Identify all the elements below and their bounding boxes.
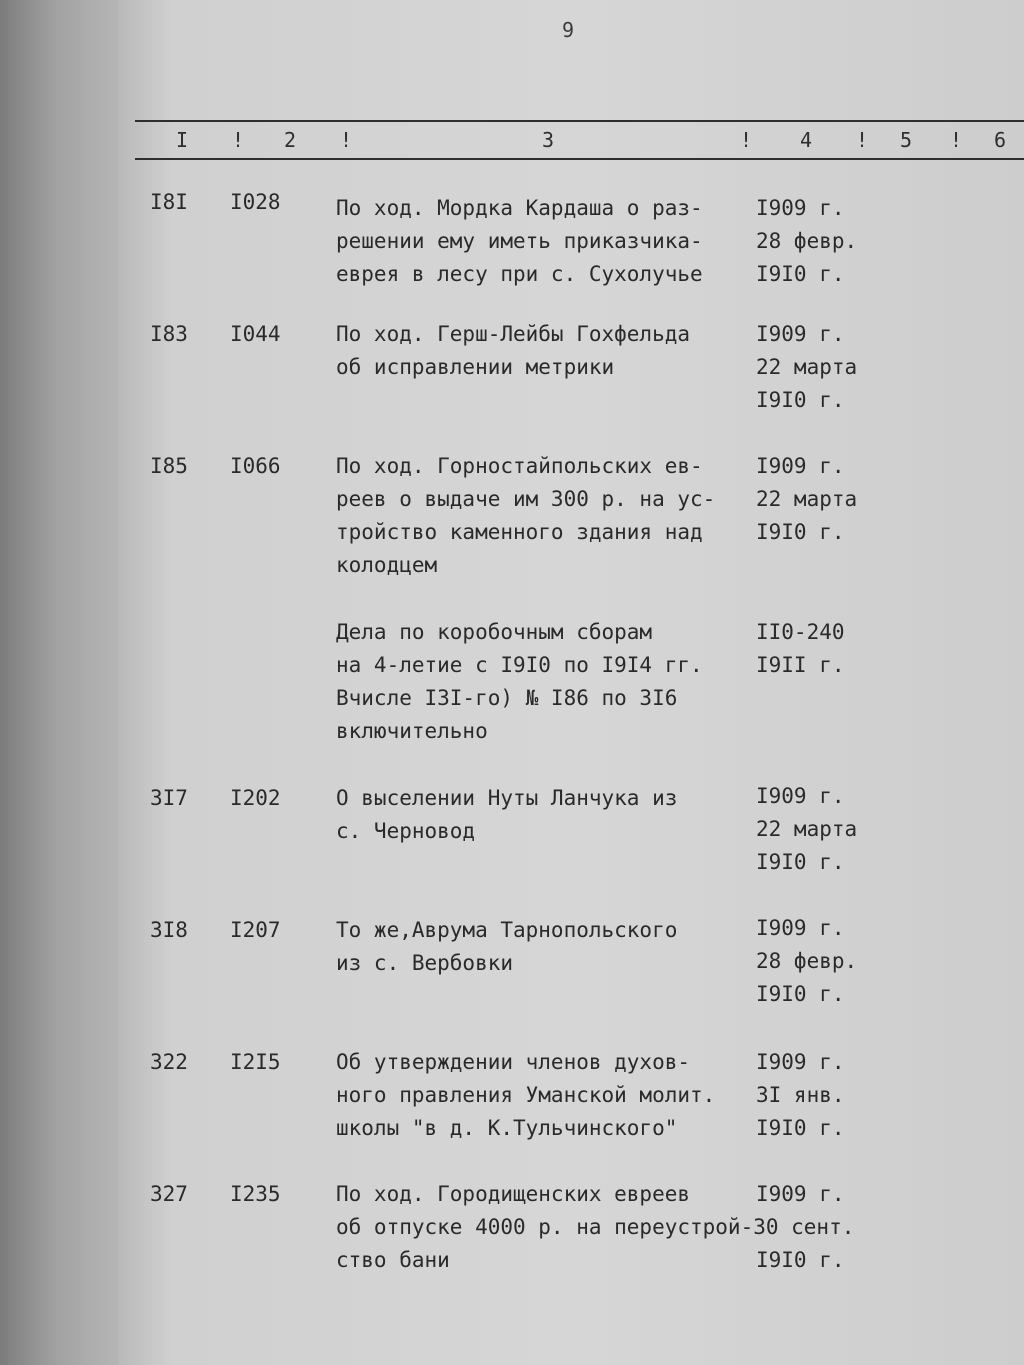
row-number: 322 [150, 1050, 188, 1074]
content-line: ного правления Уманской молит. [336, 1083, 716, 1107]
header-col-5: 5 [900, 128, 913, 152]
content-line: реев о выдаче им 300 р. на ус- [336, 487, 716, 511]
content-line: еврея в лесу при с. Сухолучье [336, 262, 703, 286]
date-line [756, 1211, 845, 1244]
row-number: 3I7 [150, 786, 188, 810]
row-dates [756, 192, 857, 291]
row-number: I83 [150, 322, 188, 346]
row-dates [756, 1046, 845, 1145]
content-line: Вчисле I3I-го) № I86 по 3I6 [336, 686, 678, 710]
date-line: I909 г. [756, 1182, 845, 1206]
header-separator: ! [232, 128, 245, 152]
content-line: решении ему иметь приказчика- [336, 229, 703, 253]
header-col-6: 6 [994, 128, 1007, 152]
date-line: 3I янв. [756, 1083, 845, 1107]
header-col-4: 4 [800, 128, 813, 152]
content-line: тройство каменного здания над [336, 520, 703, 544]
row-content [336, 616, 746, 748]
date-line: I9I0 г. [756, 520, 845, 544]
content-line: с. Черновод [336, 819, 476, 843]
date-line: 28 февр. [756, 949, 858, 973]
file-number: I202 [230, 786, 281, 810]
row-content [336, 1046, 746, 1145]
header-top-rule [135, 120, 1024, 122]
date-line: I9I0 г. [756, 388, 845, 412]
page-number: 9 [562, 18, 575, 42]
date-line: I909 г. [756, 784, 845, 808]
date-line: I9I0 г. [756, 262, 845, 286]
file-number: I2I5 [230, 1050, 281, 1074]
header-separator: ! [740, 128, 753, 152]
header-col-3: 3 [542, 128, 555, 152]
row-dates [756, 912, 857, 1011]
row-dates [756, 616, 845, 682]
content-line: об исправлении метрики [336, 355, 615, 379]
date-line: I9I0 г. [756, 1116, 845, 1140]
content-line: включительно [336, 719, 488, 743]
header-separator: ! [856, 128, 869, 152]
content-line: Дела по коробочным сборам [336, 620, 653, 644]
date-line: I9II г. [756, 653, 845, 677]
date-line: I909 г. [756, 1050, 845, 1074]
row-dates [756, 450, 857, 549]
content-line: ство бани [336, 1248, 450, 1272]
date-line: 28 февр. [756, 229, 858, 253]
row-content [336, 914, 746, 980]
date-line: I909 г. [756, 454, 845, 478]
content-line: школы "в д. К.Тульчинского" [336, 1116, 678, 1140]
file-number: I207 [230, 918, 281, 942]
row-content [336, 450, 746, 582]
header-bottom-rule [135, 158, 1024, 160]
content-line: По ход. Герш-Лейбы Гохфельда [336, 322, 691, 346]
row-number: I8I [150, 190, 188, 214]
file-number: I235 [230, 1182, 281, 1206]
date-line: 22 марта [756, 487, 858, 511]
header-col-2: 2 [284, 128, 297, 152]
content-line: колодцем [336, 553, 438, 577]
row-content [336, 192, 746, 291]
content-line: О выселении Нуты Ланчука из [336, 786, 678, 810]
row-number: 327 [150, 1182, 188, 1206]
row-content [336, 782, 746, 848]
date-line: I909 г. [756, 322, 845, 346]
date-line: 22 марта [756, 355, 858, 379]
date-line: I9I0 г. [756, 850, 845, 874]
date-line: 22 марта [756, 817, 858, 841]
row-dates [756, 1178, 845, 1277]
content-line: По ход. Городищенских евреев [336, 1182, 691, 1206]
content-line: То же,Аврума Тарнопольского [336, 918, 678, 942]
content-line: По ход. Горностайпольских ев- [336, 454, 703, 478]
row-number: I85 [150, 454, 188, 478]
header-separator: ! [340, 128, 353, 152]
date-line: II0-240 [756, 620, 845, 644]
content-line: на 4-летие с I9I0 по I9I4 гг. [336, 653, 703, 677]
content-line: Об утверждении членов духов- [336, 1050, 691, 1074]
row-dates [756, 780, 857, 879]
date-line: I9I0 г. [756, 982, 845, 1006]
header-separator: ! [950, 128, 963, 152]
content-line: об отпуске 4000 р. на переустрой-30 сент. [336, 1215, 855, 1239]
content-line: По ход. Мордка Кардаша о раз- [336, 196, 703, 220]
row-number: 3I8 [150, 918, 188, 942]
date-line: I909 г. [756, 196, 845, 220]
header-col-1: I [176, 128, 189, 152]
date-line: I9I0 г. [756, 1248, 845, 1272]
binding-edge [0, 0, 130, 1365]
content-line: из с. Вербовки [336, 951, 514, 975]
row-content [336, 318, 746, 384]
file-number: I028 [230, 190, 281, 214]
row-dates [756, 318, 857, 417]
file-number: I066 [230, 454, 281, 478]
file-number: I044 [230, 322, 281, 346]
date-line: I909 г. [756, 916, 845, 940]
